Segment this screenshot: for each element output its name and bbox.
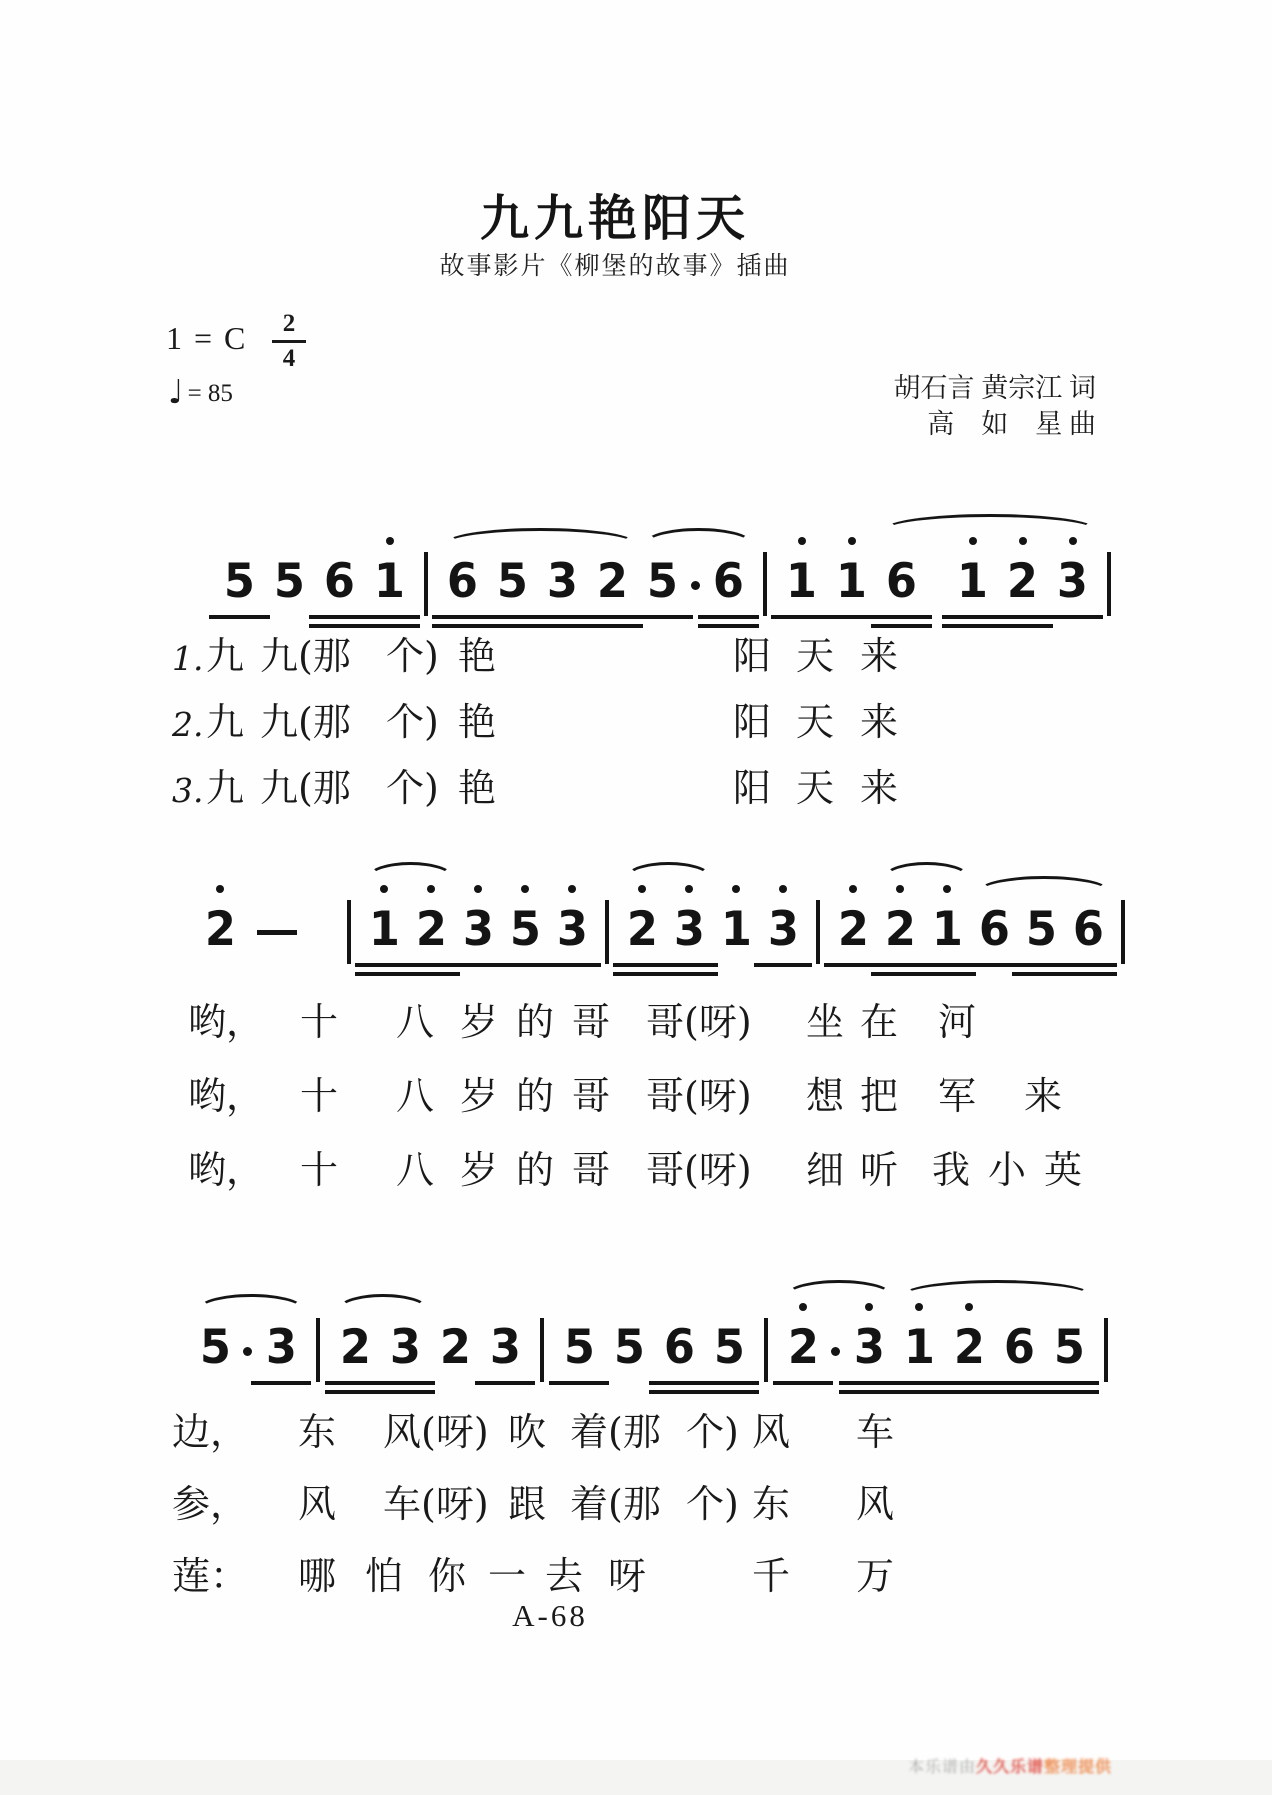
note-digit: 2 bbox=[204, 901, 236, 957]
beam-underline bbox=[375, 1390, 435, 1394]
lyric-segment: 细 bbox=[806, 1148, 845, 1192]
song-subtitle: 故事影片《柳堡的故事》插曲 bbox=[439, 253, 791, 280]
lyric-segment: 哥 bbox=[572, 1000, 611, 1044]
note-2 bbox=[332, 1318, 378, 1376]
lyric-segment: 九 bbox=[206, 634, 245, 678]
composer-credit: 高 如 星 曲 bbox=[927, 409, 1096, 439]
note-digit: 2 bbox=[415, 901, 447, 957]
slur bbox=[901, 1280, 1093, 1312]
lyric-segment: 哥 bbox=[572, 1074, 611, 1118]
lyric-segment: 小 bbox=[988, 1148, 1027, 1192]
lyric-segment: 阳 bbox=[733, 700, 772, 744]
beam-underline bbox=[1039, 1381, 1099, 1385]
lyric-segment: 个) bbox=[686, 1482, 739, 1526]
watermark-orange: 整理提供 bbox=[1044, 1759, 1113, 1776]
note-digit: 1 bbox=[720, 901, 752, 957]
note-digit: 5 bbox=[1053, 1319, 1085, 1375]
barline bbox=[816, 900, 820, 964]
lyric-segment: 八 bbox=[396, 1000, 435, 1044]
song-title: 九九艳阳天 bbox=[479, 190, 750, 247]
lyric-segment: 十 bbox=[300, 1074, 339, 1118]
note-3-high bbox=[1049, 552, 1096, 610]
note-digit: 3 bbox=[265, 1319, 297, 1375]
lyric-segment: 的 bbox=[516, 1000, 555, 1044]
note-3-high bbox=[761, 900, 805, 958]
lyric-segment: 哥 bbox=[572, 1148, 611, 1192]
barline bbox=[605, 900, 609, 964]
verse-number: 2. bbox=[172, 705, 204, 744]
note-digit: 3 bbox=[556, 901, 588, 957]
note-digit: 1 bbox=[368, 901, 400, 957]
note-digit: 5 bbox=[613, 1319, 645, 1375]
lyric-segment: 东 bbox=[752, 1482, 791, 1526]
lyric-segment: 个) bbox=[686, 1410, 739, 1454]
barline bbox=[1107, 552, 1111, 616]
note-digit: 6 bbox=[663, 1319, 695, 1375]
note-6 bbox=[996, 1318, 1042, 1376]
note-3 bbox=[382, 1318, 428, 1376]
half-note-dash bbox=[257, 930, 297, 935]
note-5 bbox=[489, 552, 536, 610]
lyric-segment: 千 bbox=[752, 1554, 791, 1598]
tempo-value: = 85 bbox=[187, 380, 233, 407]
lyric-segment: 的 bbox=[516, 1074, 555, 1118]
lyric-segment: 车(呀) bbox=[383, 1482, 489, 1526]
note-digit: 6 bbox=[446, 553, 479, 609]
slur bbox=[625, 862, 712, 894]
lyric-segment: 艳 bbox=[458, 766, 497, 810]
note-digit: 5 bbox=[646, 553, 679, 609]
lyric-segment: 把 bbox=[860, 1074, 899, 1118]
lyric-segment: 着(那 bbox=[570, 1482, 661, 1526]
slur bbox=[197, 1294, 305, 1326]
lyric-segment: 坐 bbox=[806, 1000, 845, 1044]
lyric-segment: 万 bbox=[856, 1554, 895, 1598]
lyric-segment: 天 bbox=[796, 634, 835, 678]
lyric-segment: 呀 bbox=[608, 1554, 647, 1598]
slur bbox=[337, 1294, 429, 1326]
barline bbox=[540, 1318, 544, 1382]
beam-underline bbox=[375, 1381, 435, 1385]
verse-number: 3. bbox=[172, 771, 204, 810]
lyric-segment: 艳 bbox=[458, 634, 497, 678]
beam-underline bbox=[1059, 972, 1117, 976]
slur bbox=[367, 862, 454, 894]
lyric-segment: 个) bbox=[386, 766, 439, 810]
lyric-segment: 想 bbox=[806, 1074, 845, 1118]
beam-underline bbox=[402, 972, 460, 976]
lyric-segment: 边， bbox=[172, 1410, 249, 1454]
slur bbox=[644, 528, 753, 560]
lyric-segment: 阳 bbox=[733, 634, 772, 678]
slur bbox=[883, 862, 970, 894]
lyric-segment: 哟， bbox=[188, 1148, 265, 1192]
lyric-segment: 吹 bbox=[508, 1410, 547, 1454]
lyric-segment: 岁 bbox=[460, 1000, 499, 1044]
lyric-segment: 来 bbox=[860, 700, 899, 744]
note-digit: 3 bbox=[673, 901, 705, 957]
note-digit: 3 bbox=[853, 1319, 885, 1375]
lyric-segment: 风 bbox=[298, 1482, 337, 1526]
beam-underline bbox=[660, 972, 718, 976]
note-2-high bbox=[198, 900, 242, 958]
note-6 bbox=[656, 1318, 702, 1376]
barline bbox=[316, 1318, 320, 1382]
lyric-segment: 听 bbox=[860, 1148, 899, 1192]
beam-underline bbox=[475, 1381, 535, 1385]
lyric-segment: 风 bbox=[752, 1410, 791, 1454]
note-5-high bbox=[503, 900, 547, 958]
octave-dot bbox=[779, 885, 787, 893]
beam-underline bbox=[549, 1381, 609, 1385]
beam-underline bbox=[1042, 615, 1103, 619]
key-signature: 1 = C bbox=[166, 320, 248, 356]
lyric-segment: 的 bbox=[516, 1148, 555, 1192]
lyric-segment: 九 bbox=[206, 700, 245, 744]
note-digit: 1 bbox=[835, 553, 868, 609]
note-digit: 2 bbox=[439, 1319, 471, 1375]
note-digit: 1 bbox=[785, 553, 818, 609]
spacer bbox=[928, 552, 946, 553]
note-1-high bbox=[828, 552, 875, 610]
verse-number: 1. bbox=[172, 639, 204, 678]
lyric-segment: 十 bbox=[300, 1148, 339, 1192]
note-1-high bbox=[362, 900, 406, 958]
note-digit: 6 bbox=[885, 553, 918, 609]
note-3-high bbox=[550, 900, 594, 958]
octave-dot bbox=[474, 885, 482, 893]
beam-underline bbox=[209, 615, 270, 619]
note-digit: 3 bbox=[489, 1319, 521, 1375]
note-digit: 6 bbox=[1003, 1319, 1035, 1375]
lyric-segment: 哟， bbox=[188, 1074, 265, 1118]
lyric-segment: 天 bbox=[796, 766, 835, 810]
note-digit: 5 bbox=[1025, 901, 1057, 957]
note-2-high bbox=[831, 900, 875, 958]
beam-underline bbox=[871, 615, 932, 619]
lyric-segment: 莲： bbox=[172, 1554, 249, 1598]
note-digit: 5 bbox=[496, 553, 529, 609]
beam-underline bbox=[1059, 963, 1117, 967]
note-digit: 2 bbox=[626, 901, 658, 957]
note-2 bbox=[432, 1318, 478, 1376]
note-digit: 6 bbox=[1072, 901, 1104, 957]
barline bbox=[1121, 900, 1125, 964]
lyric-segment: 个) bbox=[386, 700, 439, 744]
barline bbox=[764, 1318, 768, 1382]
note-5 bbox=[216, 552, 263, 610]
note-5 bbox=[1046, 1318, 1092, 1376]
lyric-segment: 天 bbox=[796, 700, 835, 744]
music-line-1 bbox=[216, 552, 1119, 616]
beam-underline bbox=[582, 624, 643, 628]
note-digit: 2 bbox=[884, 901, 916, 957]
time-signature-denominator: 4 bbox=[282, 344, 296, 372]
note-5 bbox=[639, 552, 686, 610]
note-digit: 2 bbox=[339, 1319, 371, 1375]
octave-dot bbox=[386, 537, 394, 545]
note-digit: 1 bbox=[373, 553, 406, 609]
beam-underline bbox=[871, 624, 932, 628]
watermark-text bbox=[888, 1736, 1112, 1795]
time-signature-numerator: 2 bbox=[272, 310, 306, 343]
octave-dot bbox=[521, 885, 529, 893]
beam-underline bbox=[754, 963, 812, 967]
note-digit: 5 bbox=[509, 901, 541, 957]
note-3 bbox=[258, 1318, 304, 1376]
lyric-segment: 九(那 bbox=[260, 634, 351, 678]
lyric-segment: 哥(呀) bbox=[646, 1000, 752, 1044]
note-digit: 3 bbox=[389, 1319, 421, 1375]
lyric-segment: 着(那 bbox=[570, 1410, 661, 1454]
barline bbox=[347, 900, 351, 964]
note-6 bbox=[705, 552, 752, 610]
beam-underline bbox=[698, 624, 759, 628]
beam-underline bbox=[359, 615, 420, 619]
lyric-segment: 岁 bbox=[460, 1074, 499, 1118]
note-5 bbox=[606, 1318, 652, 1376]
slur bbox=[444, 528, 637, 560]
watermark-red: 久久乐谱 bbox=[976, 1759, 1045, 1776]
note-1-high bbox=[949, 552, 996, 610]
lyric-segment: 哟， bbox=[188, 1000, 265, 1044]
beam-underline bbox=[1039, 1390, 1099, 1394]
note-1-high bbox=[714, 900, 758, 958]
note-2-high bbox=[878, 900, 922, 958]
note-digit: 5 bbox=[713, 1319, 745, 1375]
lyric-segment: 来 bbox=[860, 766, 899, 810]
beam-underline bbox=[773, 1381, 833, 1385]
octave-dot bbox=[568, 885, 576, 893]
beam-underline bbox=[918, 972, 976, 976]
note-digit: 5 bbox=[199, 1319, 231, 1375]
barline bbox=[763, 552, 767, 616]
lyric-segment: 风(呀) bbox=[383, 1410, 489, 1454]
music-line-3 bbox=[192, 1318, 1116, 1382]
note-5 bbox=[266, 552, 313, 610]
note-1-high bbox=[896, 1318, 942, 1376]
lyric-segment: 东 bbox=[298, 1410, 337, 1454]
slur bbox=[977, 876, 1111, 908]
lyric-segment: 怕 bbox=[365, 1554, 404, 1598]
note-digit: 5 bbox=[223, 553, 256, 609]
lyric-segment: 阳 bbox=[733, 766, 772, 810]
note-3 bbox=[482, 1318, 528, 1376]
note-digit: 3 bbox=[462, 901, 494, 957]
octave-dot bbox=[732, 885, 740, 893]
note-3-high bbox=[456, 900, 500, 958]
lyric-segment: 九 bbox=[206, 766, 245, 810]
note-2-high bbox=[946, 1318, 992, 1376]
beam-underline bbox=[698, 615, 759, 619]
beam-underline bbox=[699, 1381, 759, 1385]
note-digit: 3 bbox=[546, 553, 579, 609]
augmentation-dot bbox=[831, 1347, 840, 1356]
augmentation-dot bbox=[691, 581, 700, 590]
note-6 bbox=[316, 552, 363, 610]
octave-dot bbox=[798, 537, 806, 545]
note-digit: 6 bbox=[323, 553, 356, 609]
beam-underline bbox=[699, 1390, 759, 1394]
augmentation-dot bbox=[243, 1347, 252, 1356]
beam-underline bbox=[632, 615, 693, 619]
note-digit: 1 bbox=[903, 1319, 935, 1375]
quarter-note-icon: ♩ bbox=[168, 372, 184, 411]
lyric-segment: 跟 bbox=[508, 1482, 547, 1526]
lyric-segment: 哥(呀) bbox=[646, 1148, 752, 1192]
lyric-segment: 九(那 bbox=[260, 766, 351, 810]
note-digit: 2 bbox=[1006, 553, 1039, 609]
lyric-segment: 去 bbox=[545, 1554, 584, 1598]
note-digit: 1 bbox=[931, 901, 963, 957]
lyric-segment: 来 bbox=[1024, 1074, 1063, 1118]
lyric-segment: 风 bbox=[856, 1482, 895, 1526]
note-digit: 2 bbox=[596, 553, 629, 609]
lyric-segment: 参， bbox=[172, 1482, 249, 1526]
beam-underline bbox=[992, 624, 1053, 628]
lyric-segment: 八 bbox=[396, 1148, 435, 1192]
octave-dot bbox=[216, 885, 224, 893]
lyric-segment: 在 bbox=[860, 1000, 899, 1044]
note-2-high bbox=[620, 900, 664, 958]
watermark-gray: 本乐谱由 bbox=[908, 1759, 977, 1776]
lyric-segment: 哥(呀) bbox=[646, 1074, 752, 1118]
note-digit: 2 bbox=[837, 901, 869, 957]
music-line-2 bbox=[198, 900, 1133, 964]
note-6 bbox=[972, 900, 1016, 958]
note-6 bbox=[1066, 900, 1110, 958]
barline bbox=[1104, 1318, 1108, 1382]
note-digit: 6 bbox=[712, 553, 745, 609]
lyric-segment: 军 bbox=[938, 1074, 977, 1118]
lyric-segment: 岁 bbox=[460, 1148, 499, 1192]
note-2-high bbox=[780, 1318, 826, 1376]
note-digit: 5 bbox=[273, 553, 306, 609]
note-5 bbox=[192, 1318, 238, 1376]
lyric-segment: 十 bbox=[300, 1000, 339, 1044]
note-digit: 6 bbox=[978, 901, 1010, 957]
note-3-high bbox=[846, 1318, 892, 1376]
spacer bbox=[312, 900, 336, 901]
note-1-high bbox=[778, 552, 825, 610]
lyric-segment: 哪 bbox=[298, 1554, 337, 1598]
lyric-segment: 八 bbox=[396, 1074, 435, 1118]
octave-dot bbox=[849, 885, 857, 893]
lyric-segment: 九(那 bbox=[260, 700, 351, 744]
note-5 bbox=[706, 1318, 752, 1376]
note-digit: 3 bbox=[1056, 553, 1089, 609]
note-3-high bbox=[667, 900, 711, 958]
note-digit: 3 bbox=[767, 901, 799, 957]
note-6 bbox=[439, 552, 486, 610]
lyric-segment: 我 bbox=[932, 1148, 971, 1192]
note-digit: 5 bbox=[563, 1319, 595, 1375]
octave-dot bbox=[848, 537, 856, 545]
lyric-segment: 英 bbox=[1044, 1148, 1083, 1192]
barline bbox=[424, 552, 428, 616]
note-2-high bbox=[409, 900, 453, 958]
note-2-high bbox=[999, 552, 1046, 610]
note-2 bbox=[589, 552, 636, 610]
note-1-high bbox=[366, 552, 413, 610]
lyric-segment: 来 bbox=[860, 634, 899, 678]
slur bbox=[785, 1280, 893, 1312]
lyric-segment: 你 bbox=[428, 1554, 467, 1598]
note-3 bbox=[539, 552, 586, 610]
page-number: A-68 bbox=[512, 1598, 588, 1633]
lyric-segment: 河 bbox=[938, 1000, 977, 1044]
lyric-segment: 艳 bbox=[458, 700, 497, 744]
note-digit: 2 bbox=[787, 1319, 819, 1375]
note-5 bbox=[1019, 900, 1063, 958]
lyric-segment: 一 bbox=[488, 1554, 527, 1598]
beam-underline bbox=[251, 1381, 311, 1385]
beam-underline bbox=[660, 963, 718, 967]
note-1-high bbox=[925, 900, 969, 958]
lyric-segment: 车 bbox=[856, 1410, 895, 1454]
lyric-segment: 个) bbox=[386, 634, 439, 678]
beam-underline bbox=[543, 963, 601, 967]
lyricist-credit: 胡石言 黄宗江 词 bbox=[893, 373, 1096, 403]
beam-underline bbox=[359, 624, 420, 628]
note-6 bbox=[878, 552, 925, 610]
slur bbox=[883, 514, 1097, 546]
note-digit: 2 bbox=[953, 1319, 985, 1375]
note-5 bbox=[556, 1318, 602, 1376]
note-digit: 1 bbox=[956, 553, 989, 609]
